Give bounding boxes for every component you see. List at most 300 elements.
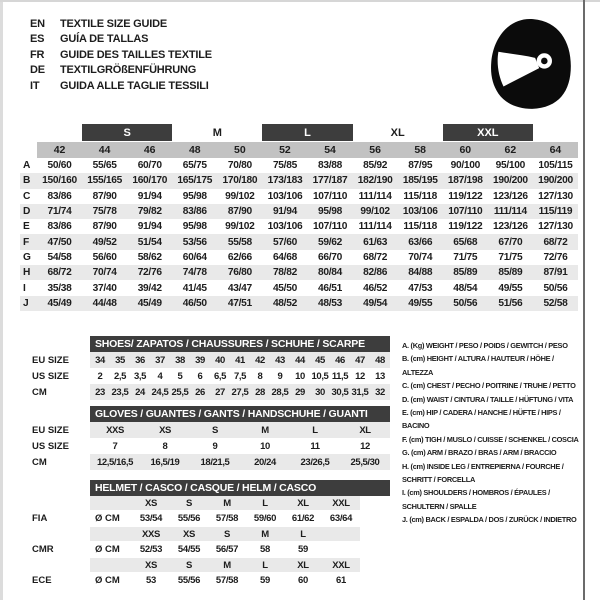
- measurement-value: 80/84: [318, 267, 343, 279]
- language-row: [30, 32, 212, 48]
- size-value: 43: [275, 354, 285, 366]
- size-value: 12: [355, 370, 365, 382]
- racing-helmet-icon: [477, 13, 579, 115]
- size-value: 6: [197, 370, 203, 382]
- textile-row-c: [20, 189, 578, 204]
- language-code: IT: [30, 79, 40, 92]
- size-number: 44: [82, 142, 127, 158]
- measurement-value: 59/62: [318, 236, 343, 248]
- measurement-value: 35/38: [47, 282, 72, 294]
- measurement-value: 87/95: [408, 160, 433, 172]
- row-values: [90, 352, 390, 368]
- measurement-value: 63/66: [408, 236, 433, 248]
- size-number: 54: [307, 142, 352, 158]
- row-label: US SIZE: [32, 440, 69, 452]
- measurement-value: 65/75: [182, 160, 207, 172]
- measurement-value: 46/50: [182, 297, 207, 309]
- size-row-eu-size: [20, 422, 390, 438]
- measurement-value: 87/90: [92, 190, 117, 202]
- size-value: 42: [255, 354, 265, 366]
- measurement-value: 55/65: [92, 160, 117, 172]
- helmet-size-value: 53/54: [139, 513, 163, 524]
- page-border-left: [0, 0, 3, 600]
- measurement-value: 91/94: [137, 190, 162, 202]
- measurement-value: 45/49: [47, 297, 72, 309]
- measurement-value: 39/42: [137, 282, 162, 294]
- helmet-size-label: L: [246, 558, 284, 572]
- helmet-size-label: XL: [284, 558, 322, 572]
- size-number: 60: [443, 142, 488, 158]
- size-value: 12: [360, 440, 370, 452]
- size-number-spacer: [20, 142, 37, 158]
- helmet-size-label: M: [208, 558, 246, 572]
- helmet-size-value: 61: [336, 575, 346, 586]
- row-values: [90, 368, 390, 384]
- measurement-value: 190/200: [493, 175, 528, 187]
- measurement-value: 48/54: [453, 282, 478, 294]
- helmet-data-row-fia: [20, 510, 390, 527]
- size-number-row: [20, 142, 578, 158]
- measurement-value: 111/114: [358, 221, 392, 233]
- measurement-value: 67/70: [498, 236, 523, 248]
- helmet-size-row-cmr: [20, 527, 390, 541]
- helmet-size-label: S: [208, 527, 246, 541]
- measurement-value: 85/89: [498, 267, 523, 279]
- size-value: 13: [375, 370, 385, 382]
- size-value: 23/26,5: [300, 456, 330, 468]
- page-border-top: [0, 0, 600, 2]
- measurement-value: 83/86: [182, 206, 207, 218]
- row-values: [90, 384, 390, 400]
- size-value: 3,5: [133, 370, 146, 382]
- measurement-value: 68/72: [47, 267, 72, 279]
- measurement-value: 60/64: [182, 251, 207, 263]
- standard-label: CMR: [32, 544, 54, 555]
- measurement-value: 119/122: [448, 190, 483, 202]
- unit-label: Ø CM: [95, 544, 120, 555]
- row-values: [90, 454, 390, 470]
- measurement-value: 50/60: [47, 160, 72, 172]
- measurement-value: 91/94: [272, 206, 297, 218]
- measurement-value: 71/75: [453, 251, 478, 263]
- size-value: 10: [260, 440, 270, 452]
- measurement-value: 105/115: [538, 160, 573, 172]
- legend-item: C. (cm) CHEST / PECHO / POITRINE / TRUHE / PETTO: [402, 381, 576, 391]
- size-value: 9: [277, 370, 283, 382]
- measurement-value: 70/74: [92, 267, 117, 279]
- textile-row-e: [20, 219, 578, 234]
- row-values: [90, 422, 390, 438]
- measurement-value: 87/90: [227, 206, 252, 218]
- measurement-value: 111/114: [493, 206, 527, 218]
- measurement-value: 165/175: [177, 175, 213, 187]
- measurement-value: 37/40: [92, 282, 117, 294]
- row-label: EU SIZE: [32, 424, 69, 436]
- measurement-value: 83/86: [47, 190, 72, 202]
- size-value: 32: [375, 386, 385, 398]
- size-value: 23: [95, 386, 105, 398]
- size-value: 10: [295, 370, 305, 382]
- legend-item: I. (cm) SHOULDERS / HOMBROS / ÉPAULES / SCHULTERN / SPALLE: [402, 488, 550, 511]
- helmet-size-value: 55/56: [177, 513, 201, 524]
- helmet-data-row-ece: [20, 572, 390, 589]
- size-value: 30: [315, 386, 325, 398]
- measurement-value: 66/70: [318, 251, 343, 263]
- size-group-s: S: [82, 124, 172, 141]
- size-value: 5: [177, 370, 183, 382]
- helmet-size-label: XXL: [322, 558, 360, 572]
- size-value: 46: [335, 354, 345, 366]
- measurement-value: 155/165: [87, 175, 122, 187]
- measurement-value: 95/98: [318, 206, 343, 218]
- language-code: EN: [30, 17, 45, 30]
- measurement-value: 84/88: [408, 267, 433, 279]
- shoes-title: SHOES/ ZAPATOS / CHAUSSURES / SCHUHE / SCARPE: [90, 336, 390, 352]
- measurement-value: 150/160: [42, 175, 77, 187]
- measurement-value: 49/55: [408, 297, 433, 309]
- gloves-table: [20, 406, 390, 470]
- legend-item: H. (cm) INSIDE LEG / ENTREPIERNA / FOURCHE / SCHRITT / FORCELLA: [402, 461, 564, 485]
- helmet-sections: [20, 496, 390, 589]
- legend-item: E. (cm) HIP / CADERA / HANCHE / HÜFTE / HIPS / BACINO: [402, 408, 561, 431]
- measurement-value: 76/80: [227, 267, 252, 279]
- textile-row-g: [20, 250, 578, 265]
- legend-item: J. (cm) BACK / ESPALDA / DOS / ZURÜCK / INDIETRO: [402, 515, 577, 525]
- size-value: 20/24: [254, 456, 276, 468]
- measurement-value: 123/126: [493, 221, 528, 233]
- helmet-size-value: 56/57: [215, 544, 239, 555]
- size-number: 46: [127, 142, 172, 158]
- size-value: 47: [355, 354, 365, 366]
- size-value: 35: [115, 354, 125, 366]
- legend-item: A. (Kg) WEIGHT / PESO / POIDS / GEWITCH / PESO: [402, 341, 568, 350]
- helmet-size-label: XXS: [132, 527, 170, 541]
- size-value: 41: [235, 354, 245, 366]
- measurement-value: 91/94: [137, 221, 162, 233]
- size-value: 2,5: [113, 370, 126, 382]
- measurement-value: 190/200: [538, 175, 573, 187]
- measurement-value: 78/82: [272, 267, 297, 279]
- language-label: TEXTILE SIZE GUIDE: [60, 17, 168, 30]
- measurement-value: 55/58: [227, 236, 252, 248]
- measurement-value: 71/75: [498, 251, 523, 263]
- textile-row-i: [20, 280, 578, 295]
- spacer: [90, 496, 132, 510]
- helmet-size-value: 55/56: [177, 575, 201, 586]
- measurement-value: 47/50: [47, 236, 72, 248]
- size-value: 31,5: [351, 386, 369, 398]
- helmet-size-label: XS: [132, 496, 170, 510]
- measurement-value: 49/54: [363, 297, 388, 309]
- measurement-value: 83/88: [318, 160, 343, 172]
- size-value: 2: [97, 370, 103, 382]
- measurement-value: 99/102: [225, 190, 255, 202]
- measurement-value: 83/86: [47, 221, 72, 233]
- row-label: CM: [32, 456, 47, 468]
- helmet-size-value: 54/55: [177, 544, 201, 555]
- language-row: [30, 78, 212, 94]
- measurement-value: 43/47: [227, 282, 252, 294]
- textile-row-f: [20, 234, 578, 249]
- row-letter: F: [23, 236, 30, 248]
- size-value: 7,5: [233, 370, 246, 382]
- measurement-value: 46/51: [318, 282, 343, 294]
- language-row: [30, 63, 212, 79]
- measurement-value: 160/170: [132, 175, 168, 187]
- language-code: DE: [30, 64, 45, 77]
- row-label: CM: [32, 386, 47, 398]
- helmet-size-label: XS: [132, 558, 170, 572]
- measurement-value: 58/62: [137, 251, 162, 263]
- helmet-size-value: 53: [146, 575, 156, 586]
- measurement-value: 87/90: [92, 221, 117, 233]
- measurement-value: 70/74: [408, 251, 433, 263]
- measurement-value: 41/45: [182, 282, 207, 294]
- size-value: XL: [359, 424, 371, 436]
- measurement-value: 87/91: [543, 267, 568, 279]
- size-value: 16,5/19: [150, 456, 180, 468]
- measurement-value: 187/198: [447, 175, 483, 187]
- size-value: 8: [162, 440, 168, 452]
- measurement-value: 52/58: [543, 297, 568, 309]
- textile-row-j: [20, 296, 578, 311]
- row-letter: H: [23, 267, 31, 279]
- measurement-value: 95/100: [495, 160, 526, 172]
- language-row: [30, 47, 212, 63]
- measurement-value: 60/70: [137, 160, 162, 172]
- row-letter: E: [23, 221, 30, 233]
- row-label: US SIZE: [32, 370, 69, 382]
- measurement-value: 64/68: [272, 251, 297, 263]
- helmet-size-label: M: [246, 527, 284, 541]
- helmet-header: [20, 480, 390, 496]
- helmet-size-label: XXL: [322, 496, 360, 510]
- size-value: 12,5/16,5: [96, 456, 134, 468]
- measurement-value: 85/89: [453, 267, 478, 279]
- shoes-table: [20, 336, 390, 400]
- measurement-value: 90/100: [450, 160, 480, 172]
- size-row-eu-size: [20, 352, 390, 368]
- size-value: 28: [255, 386, 265, 398]
- helmet-size-label: L: [246, 496, 284, 510]
- measurement-value: 127/130: [538, 221, 573, 233]
- measurement-value: 185/195: [402, 175, 438, 187]
- measurement-value: 111/114: [358, 190, 392, 202]
- language-code: FR: [30, 48, 45, 61]
- measurement-value: 182/190: [357, 175, 393, 187]
- row-letter: G: [23, 251, 31, 263]
- measurement-value: 115/118: [403, 221, 437, 233]
- legend-item: B. (cm) HEIGHT / ALTURA / HAUTEUR / HÖHE / ALTEZZA: [402, 354, 554, 377]
- row-letter: D: [23, 206, 31, 218]
- size-value: 9: [212, 440, 218, 452]
- size-row-us-size: [20, 368, 390, 384]
- measurement-value: 115/118: [403, 190, 437, 202]
- legend-item: G. (cm) ARM / BRAZO / BRAS / ARM / BRACCIO: [402, 448, 557, 458]
- measurement-value: 99/102: [225, 221, 255, 233]
- measurement-value: 123/126: [493, 190, 528, 202]
- measurement-value: 75/78: [92, 206, 117, 218]
- measurement-value: 103/106: [402, 206, 438, 218]
- textile-row-h: [20, 265, 578, 280]
- size-group-l: L: [262, 124, 352, 141]
- size-value: 45: [315, 354, 325, 366]
- measurement-value: 48/52: [272, 297, 297, 309]
- helmet-size-label: S: [170, 558, 208, 572]
- measurement-value: 177/187: [312, 175, 348, 187]
- legend-item: F. (cm) TIGH / MUSLO / CUISSE / SCHENKEL / COSCIA: [402, 434, 579, 444]
- measurement-value: 107/110: [312, 190, 348, 202]
- helmet-size-value: 61/62: [291, 513, 315, 524]
- size-value: 6,5: [213, 370, 226, 382]
- helmet-size-value: 52/53: [139, 544, 163, 555]
- measurement-value: 50/56: [453, 297, 478, 309]
- spacer: [20, 558, 90, 572]
- measurement-value: 45/50: [272, 282, 297, 294]
- measurement-value: 54/58: [47, 251, 72, 263]
- unit-label: Ø CM: [95, 575, 120, 586]
- measurement-value: 49/55: [498, 282, 523, 294]
- size-row-cm: [20, 454, 390, 470]
- size-row-cm: [20, 384, 390, 400]
- shoes-header: [20, 336, 390, 352]
- helmet-size-value: 60: [298, 575, 308, 586]
- row-letter: C: [23, 190, 31, 202]
- measurement-value: 65/68: [453, 236, 478, 248]
- measurement-value: 47/53: [408, 282, 433, 294]
- size-value: 4: [157, 370, 163, 382]
- helmet-size-label: XL: [284, 496, 322, 510]
- size-number: 42: [37, 142, 82, 158]
- size-value: 24: [135, 386, 145, 398]
- helmet-size-value: 63/64: [329, 513, 353, 524]
- language-list: [30, 16, 212, 94]
- textile-size-table: [20, 124, 578, 311]
- size-group-xl: XL: [390, 126, 405, 139]
- size-number: 50: [217, 142, 262, 158]
- measurement-value: 170/180: [222, 175, 258, 187]
- gloves-header: [20, 406, 390, 422]
- spacer: [90, 558, 132, 572]
- textile-row-a: [20, 158, 578, 173]
- row-label: EU SIZE: [32, 354, 69, 366]
- measurement-value: 51/54: [137, 236, 162, 248]
- measurement-value: 70/80: [227, 160, 252, 172]
- standard-label: ECE: [32, 575, 52, 586]
- measurement-value: 103/106: [267, 190, 303, 202]
- helmet-size-value: 57/58: [215, 575, 239, 586]
- size-value: 18/21,5: [200, 456, 230, 468]
- language-label: GUIDE DES TAILLES TEXTILE: [60, 48, 212, 61]
- size-value: 23,5: [111, 386, 129, 398]
- measurement-value: 46/52: [363, 282, 388, 294]
- measurement-value: 56/60: [92, 251, 117, 263]
- row-letter: A: [23, 160, 31, 172]
- measurement-value: 68/72: [543, 236, 568, 248]
- size-value: S: [212, 424, 218, 436]
- language-label: GUIDA ALLE TAGLIE TESSILI: [60, 79, 209, 92]
- textile-row-d: [20, 204, 578, 219]
- size-value: 26: [195, 386, 205, 398]
- helmet-size-label: L: [284, 527, 322, 541]
- size-value: 25,5: [171, 386, 189, 398]
- size-value: 27,5: [231, 386, 249, 398]
- measurement-value: 72/76: [543, 251, 568, 263]
- row-letter: B: [23, 175, 31, 187]
- size-group-xxl: XXL: [443, 124, 533, 141]
- size-value: 34: [95, 354, 105, 366]
- helmet-size-value: 59: [260, 575, 270, 586]
- measurement-value: 173/183: [267, 175, 303, 187]
- helmet-size-value: 59/60: [253, 513, 277, 524]
- measurement-value: 51/56: [498, 297, 523, 309]
- size-value: M: [261, 424, 269, 436]
- measurement-value: 107/110: [448, 206, 483, 218]
- size-value: 10,5: [311, 370, 329, 382]
- language-code: ES: [30, 33, 45, 46]
- measurement-value: 47/51: [227, 297, 252, 309]
- row-values: [90, 438, 390, 454]
- size-value: 27: [215, 386, 225, 398]
- measurement-value: 57/60: [272, 236, 297, 248]
- helmet-size-value: [322, 541, 360, 558]
- helmet-data-row-cmr: [20, 541, 390, 558]
- measurement-legend: [402, 339, 580, 527]
- textile-rows: [20, 158, 578, 311]
- measurement-value: 95/98: [182, 221, 207, 233]
- size-number: 56: [353, 142, 398, 158]
- measurement-value: 71/74: [47, 206, 72, 218]
- size-value: 44: [295, 354, 305, 366]
- measurement-value: 74/78: [182, 267, 207, 279]
- measurement-value: 50/56: [543, 282, 568, 294]
- legend-item: D. (cm) WAIST / CINTURA / TAILLE / HÜFTUNG / VITA: [402, 394, 574, 404]
- helmet-size-label: XS: [170, 527, 208, 541]
- size-number: 64: [533, 142, 578, 158]
- helmet-size-value: 58: [260, 544, 270, 555]
- size-value: XXS: [106, 424, 124, 436]
- size-number: 58: [398, 142, 443, 158]
- size-value: 37: [155, 354, 165, 366]
- size-value: 30,5: [331, 386, 349, 398]
- size-group-m: M: [212, 126, 222, 139]
- measurement-value: 107/110: [312, 221, 348, 233]
- measurement-value: 95/98: [182, 190, 207, 202]
- size-value: 28,5: [271, 386, 289, 398]
- standard-label: FIA: [32, 513, 48, 524]
- helmet-title: HELMET / CASCO / CASQUE / HELM / CASCO: [90, 480, 390, 496]
- size-number: 62: [488, 142, 533, 158]
- helmet-size-label: S: [170, 496, 208, 510]
- size-value: 24,5: [151, 386, 169, 398]
- measurement-value: 68/72: [363, 251, 388, 263]
- measurement-value: 48/53: [318, 297, 343, 309]
- size-value: 25,5/30: [350, 456, 380, 468]
- size-number: 48: [172, 142, 217, 158]
- spacer: [90, 527, 132, 541]
- page-border-right: [583, 0, 585, 600]
- measurement-value: 62/66: [227, 251, 252, 263]
- measurement-value: 127/130: [538, 190, 573, 202]
- language-row: [30, 16, 212, 32]
- size-value: 48: [375, 354, 385, 366]
- size-value: 11: [310, 440, 320, 452]
- textile-row-b: [20, 173, 578, 188]
- language-label: TEXTILGRÖßENFÜHRUNG: [60, 64, 197, 77]
- size-row-us-size: [20, 438, 390, 454]
- size-value: 39: [195, 354, 205, 366]
- measurement-value: 85/92: [363, 160, 388, 172]
